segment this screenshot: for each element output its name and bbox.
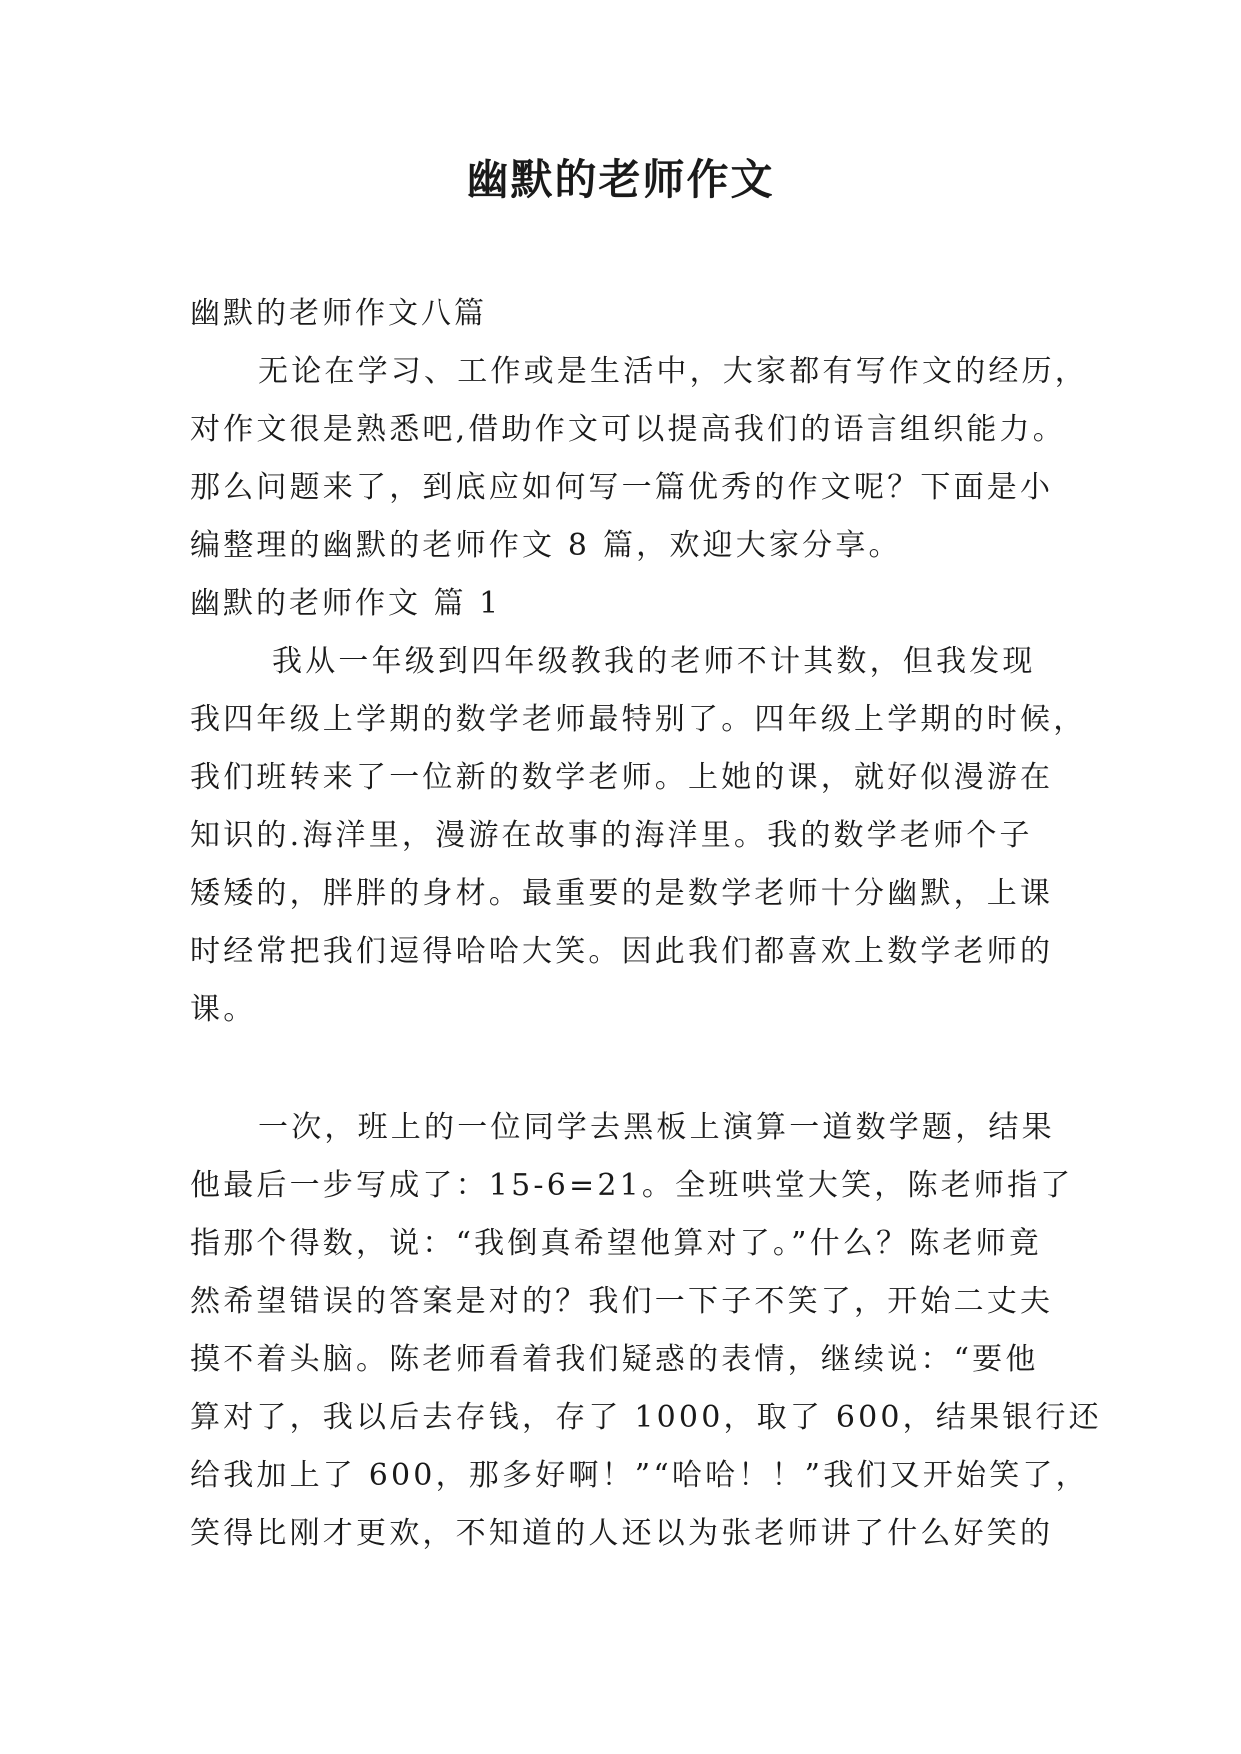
intro-line: 那么问题来了，到底应如何写一篇优秀的作文呢？下面是小 — [190, 470, 1054, 505]
paragraph-line: 知识的.海洋里，漫游在故事的海洋里。我的数学老师个子 — [190, 818, 1033, 853]
document-body — [190, 285, 1102, 1563]
paragraph-line: 课。 — [190, 992, 257, 1027]
paragraph-line: 一次，班上的一位同学去黑板上演算一道数学题，结果 — [258, 1110, 1055, 1145]
paragraph-line: 我从一年级到四年级教我的老师不计其数，但我发现 — [272, 644, 1036, 679]
document-subtitle: 幽默的老师作文八篇 — [190, 296, 487, 331]
paragraph-line: 然希望错误的答案是对的？我们一下子不笑了，开始二丈夫 — [190, 1284, 1054, 1319]
paragraph-line: 我四年级上学期的数学老师最特别了。四年级上学期的时候， — [190, 702, 1087, 737]
intro-line: 对作文很是熟悉吧,借助作文可以提高我们的语言组织能力。 — [190, 412, 1066, 447]
paragraph-gap — [190, 1039, 1062, 1099]
intro-paragraph — [190, 343, 1088, 575]
intro-line: 无论在学习、工作或是生活中，大家都有写作文的经历， — [258, 354, 1088, 389]
paragraph-line: 给我加上了 600，那多好啊！”“哈哈！！”我们又开始笑了， — [190, 1458, 1089, 1493]
paragraph-line: 笑得比刚才更欢，不知道的人还以为张老师讲了什么好笑的 — [190, 1516, 1054, 1551]
paragraph-line: 时经常把我们逗得哈哈大笑。因此我们都喜欢上数学老师的 — [190, 934, 1054, 969]
paragraph-line: 矮矮的，胖胖的身材。最重要的是数学老师十分幽默，上课 — [190, 876, 1054, 911]
paragraph-line: 算对了，我以后去存钱，存了 1000，取了 600，结果银行还 — [190, 1400, 1102, 1435]
section-heading: 幽默的老师作文 篇 1 — [190, 586, 502, 621]
paragraph-line: 我们班转来了一位新的数学老师。上她的课，就好似漫游在 — [190, 760, 1054, 795]
paragraph-line: 他最后一步写成了：15-6=21。全班哄堂大笑，陈老师指了 — [190, 1168, 1074, 1203]
paragraph-1 — [190, 633, 1087, 1039]
paragraph-line: 摸不着头脑。陈老师看着我们疑惑的表情，继续说：“要他 — [190, 1342, 1039, 1377]
intro-line: 编整理的幽默的老师作文 8 篇，欢迎大家分享。 — [190, 528, 902, 563]
document-title: 幽默的老师作文 — [466, 155, 775, 204]
paragraph-line: 指那个得数，说：“我倒真希望他算对了。”什么？陈老师竟 — [190, 1226, 1043, 1261]
paragraph-2 — [190, 1099, 1102, 1563]
